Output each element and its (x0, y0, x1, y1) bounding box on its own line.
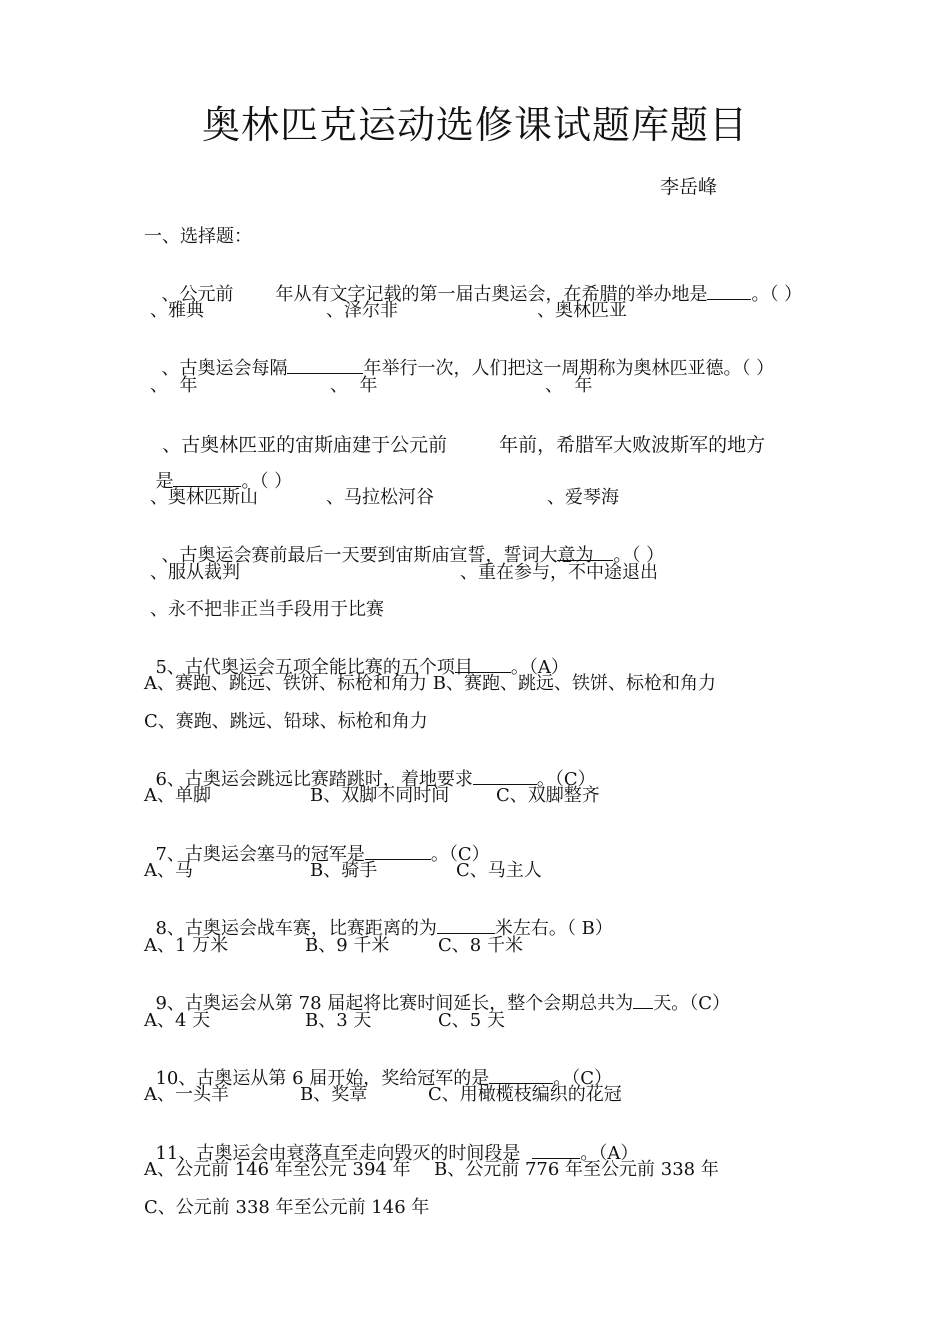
q10-option-c: C、用橄榄枝编织的花冠 (428, 1084, 622, 1105)
answer-blank: 目 (455, 653, 511, 673)
q1-option-c: 、奥林匹亚 (537, 300, 627, 321)
q6-option-c: C、双脚整齐 (496, 785, 600, 806)
question-1: 、公元前 年从有文字记载的第一届古奥运会，在希腊的举办地是 。（ ） (150, 259, 802, 306)
document-title: 奥林匹克运动选修课试题库题目 (201, 103, 748, 147)
answer-blank: 意为 (557, 541, 613, 561)
q3-option-b: 、马拉松河谷 (326, 487, 434, 508)
q1-option-b: 、泽尔非 (326, 300, 398, 321)
question-3: 、古奥林匹亚的宙斯庙建于公元前 年前，希腊军大败波斯军的地方 (162, 434, 766, 456)
q7-option-a: A、马 (144, 860, 193, 881)
q11-option-b: B、公元前 776 年至公元前 338 年 (434, 1159, 719, 1180)
q6-option-b: B、双脚不同时间 (310, 785, 450, 806)
q8-option-a: A、1 万米 (144, 935, 229, 956)
q9-option-a: A、4 天 (144, 1010, 211, 1031)
question-8: 8、古奥运会战车赛，比赛距离的为 米左右。（ B） (144, 893, 613, 940)
q7-option-c: C、马主人 (456, 860, 542, 881)
question-5: 5、古代奥运会五项全能比赛的五个项目 。（A） (144, 632, 569, 679)
q3-option-c: 、爱琴海 (547, 487, 619, 508)
section-heading: 一、选择题： (144, 226, 252, 247)
q10-option-a: A、一头羊 (144, 1084, 229, 1105)
answer-blank (707, 280, 751, 300)
q3-option-a: 、奥林匹斯山 (150, 487, 258, 508)
author-name: 李岳峰 (660, 176, 718, 198)
question-10: 10、古奥运从第 6 届开始，奖给冠军的是 。（C） (144, 1043, 612, 1090)
question-3-continued: 是 。（ ） (144, 446, 292, 493)
q8-option-b: B、9 千米 (305, 935, 390, 956)
q2-option-a: 、 年 (150, 375, 198, 396)
q2-option-c: 、 年 (545, 375, 593, 396)
question-2: 、古奥运会每隔 年举行一次，人们把这一周期称为奥林匹亚德。（ ） (150, 333, 774, 380)
q5-options-line-1: A、赛跑、跳远、铁饼、标枪和角力 B、赛跑、跳远、铁饼、标枪和角力 (144, 673, 716, 694)
q9-option-c: C、5 天 (438, 1010, 505, 1031)
q2-option-b: 、 年 (330, 375, 378, 396)
q8-option-c: C、8 千米 (438, 935, 523, 956)
q11-option-a: A、公元前 146 年至公元 394 年 (144, 1159, 411, 1180)
q1-option-a: 、雅典 (150, 300, 204, 321)
q6-option-a: A、单脚 (144, 785, 211, 806)
question-9: 9、古奥运会从第 78 届起将比赛时间延长，整个会期总共为 天。（C） (144, 968, 730, 1015)
q11-option-c: C、公元前 338 年至公元前 146 年 (144, 1197, 430, 1218)
question-11: 11、古奥运会由衰落直至走向毁灭的时间段是 。（A） (144, 1118, 638, 1165)
q4-option-a: 、服从裁判 (150, 562, 240, 583)
question-7: 7、古奥运会塞马的冠军是 。（C） (144, 819, 490, 866)
question-4: 、古奥运会赛前最后一天要到宙斯庙宣誓，誓词大意为 。（ ） (150, 520, 664, 567)
question-6: 6、古奥运会跳远比赛踏跳时，着地要求 。（C） (144, 744, 596, 791)
q5-options-line-2: C、赛跑、跳远、铅球、标枪和角力 (144, 711, 428, 732)
q4-option-b: 、重在参与，不中途退出 (460, 562, 658, 583)
answer-blank (633, 989, 653, 1009)
q10-option-b: B、奖章 (300, 1084, 368, 1105)
q9-option-b: B、3 天 (305, 1010, 372, 1031)
q4-option-c: 、永不把非正当手段用于比赛 (150, 599, 384, 620)
q7-option-b: B、骑手 (310, 860, 378, 881)
